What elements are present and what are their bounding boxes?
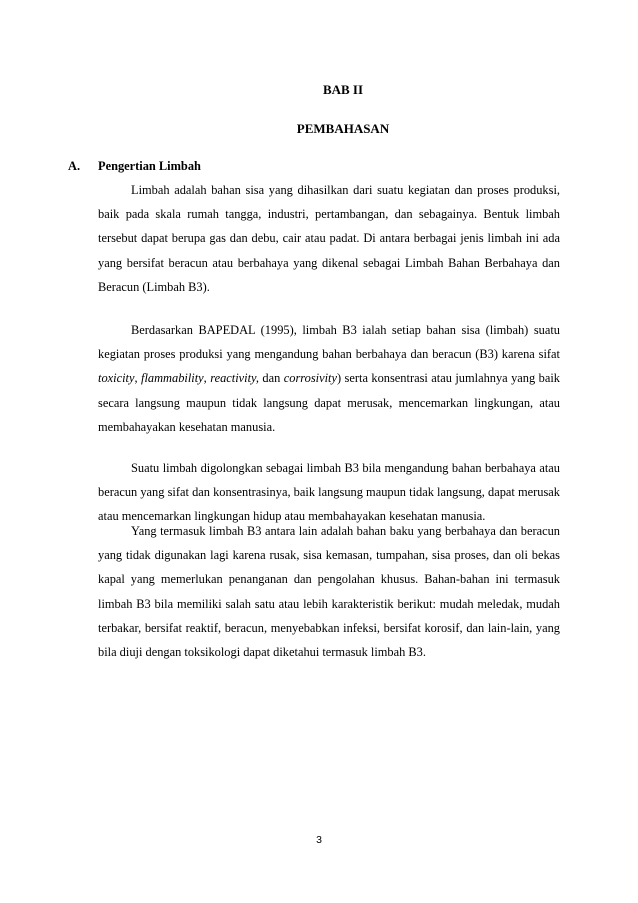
paragraph-2-text-end: ) serta konsentrasi atau jumlahnya yang baik secara langsung maupun tidak langsung dapat merusak, mencemarkan lingkungan, atau membahayakan kesehatan manusia. <box>98 371 560 434</box>
paragraph-1 <box>98 178 560 299</box>
paragraph-4-text: Yang termasuk limbah B3 antara lain adalah bahan baku yang berbahaya dan beracun yang tidak digunakan lagi karena rusak, sisa kemasan, tumpahan, sisa proses, dan oli bekas kapal yang memerlukan penanganan dan pengolahan khusus. Bahan-bahan ini termasuk limbah B3 bila memiliki salah satu atau lebih karakteristik berikut: mudah meledak, mudah terbakar, bersifat reaktif, beracun, menyebabkan infeksi, bersifat korosif, dan lain-lain, yang bila diuji dengan toksikologi dapat diketahui termasuk limbah B3. <box>98 524 560 660</box>
term-corrosivity: corrosivity <box>283 371 337 386</box>
chapter-number: BAB II <box>322 82 364 97</box>
paragraph-2-text-start: Berdasarkan BAPEDAL (1995), limbah B3 ialah setiap bahan sisa (limbah) suatu kegiatan proses produksi yang mengandung bahan berbahaya dan beracun (B3) karena sifat <box>98 323 560 362</box>
paragraph-1-text: Limbah adalah bahan sisa yang dihasilkan dari suatu kegiatan dan proses produksi, baik pada skala rumah tangga, industri, pertambangan, dan sebagainya. Bentuk limbah tersebut dapat berupa gas dan debu, cair atau padat. Di antara berbagai jenis limbah ini ada yang bersifat beracun atau berbahaya yang dikenal sebagai Limbah Bahan Berbahaya dan Beracun (Limbah B3). <box>98 183 560 294</box>
paragraph-3 <box>98 456 560 529</box>
term-separator: , <box>134 371 142 386</box>
chapter-title: PEMBAHASAN <box>296 121 390 136</box>
term-separator: , <box>203 371 211 386</box>
section-letter: A. <box>68 159 81 173</box>
page-number: 3 <box>316 834 322 846</box>
term-separator: dan <box>258 371 284 386</box>
paragraph-3-text: Suatu limbah digolongkan sebagai limbah B3 bila mengandung bahan berbahaya atau beracun yang sifat dan konsentrasinya, baik langsung maupun tidak langsung, dapat merusak atau mencemarkan lingkungan hidup atau membahayakan kesehatan manusia. <box>98 461 560 524</box>
paragraph-4 <box>98 519 560 664</box>
term-toxicity: toxicity <box>98 371 135 386</box>
term-flammability: flammability <box>141 371 204 386</box>
paragraph-2 <box>98 318 560 439</box>
section-heading <box>68 159 201 174</box>
term-reactivity: reactivity, <box>210 371 259 386</box>
section-title: Pengertian Limbah <box>98 159 201 173</box>
